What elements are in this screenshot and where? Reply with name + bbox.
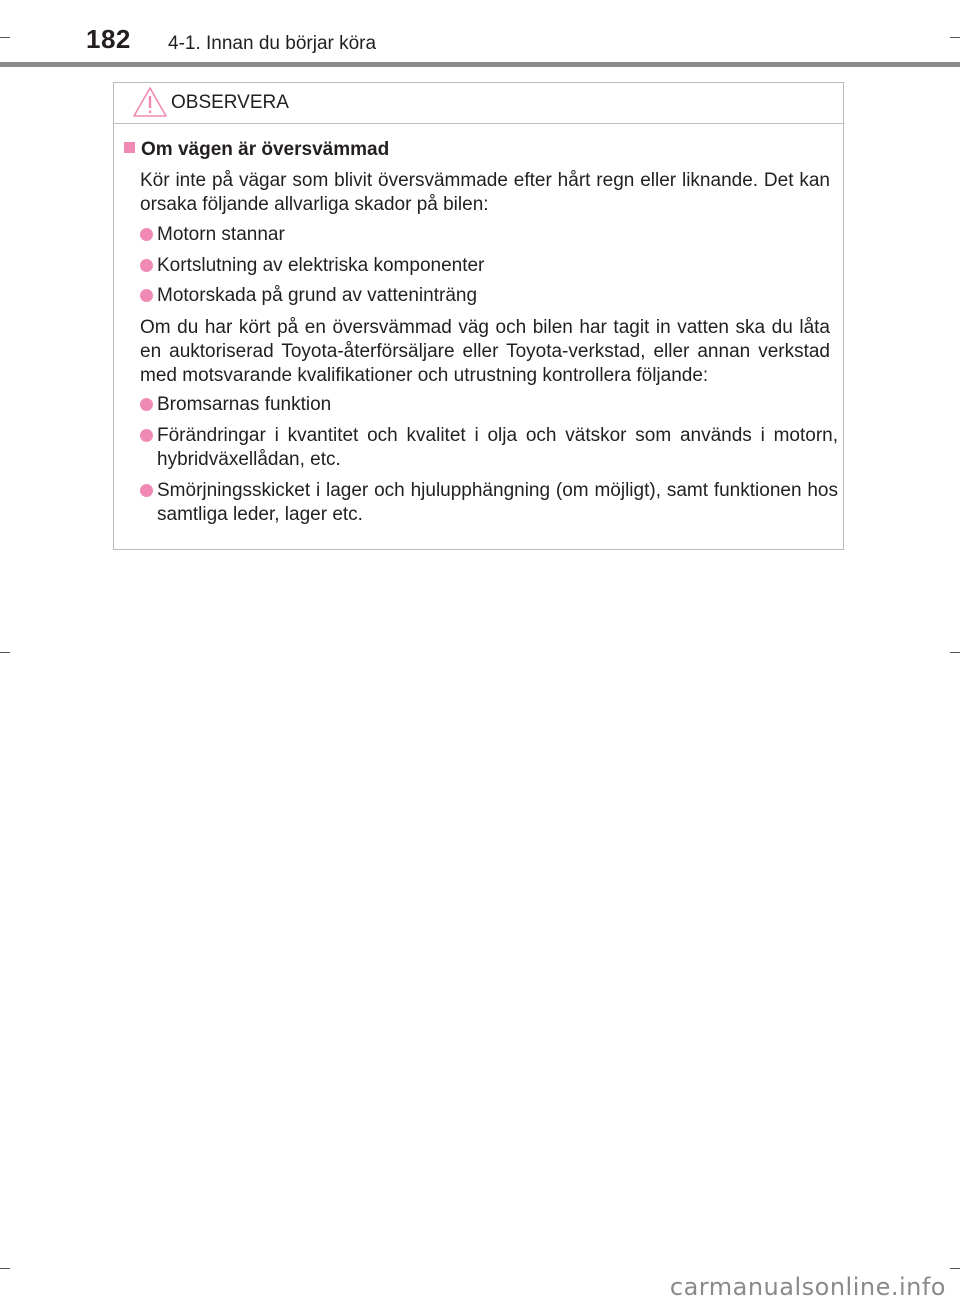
caution-label: OBSERVERA <box>171 92 289 113</box>
circle-bullet-icon <box>140 429 153 442</box>
crop-mark <box>950 37 960 38</box>
crop-mark <box>950 1268 960 1269</box>
watermark-logo: carmanualsonline.info <box>669 1273 946 1301</box>
circle-bullet-icon <box>140 228 153 241</box>
list-item <box>140 284 838 308</box>
caution-box <box>113 82 844 550</box>
list-item-text: Bromsarnas funktion <box>157 394 332 415</box>
crop-mark <box>0 1268 10 1269</box>
intro-paragraph: Kör inte på vägar som blivit översvämmade efter hårt regn eller liknande. Det kan orsaka följande allvarliga skador på bilen: <box>140 170 830 215</box>
list-item-text: Kortslutning av elektriska komponenter <box>157 255 485 276</box>
square-bullet-icon <box>124 142 135 153</box>
circle-bullet-icon <box>140 259 153 272</box>
page-number: 182 <box>86 24 131 54</box>
circle-bullet-icon <box>140 484 153 497</box>
section-title: 4-1. Innan du börjar köra <box>168 33 377 54</box>
crop-mark <box>0 37 10 38</box>
warning-triangle-icon <box>132 86 168 118</box>
crop-mark <box>950 652 960 653</box>
list-item-text: Förändringar i kvantitet och kvalitet i olja och vätskor som används i motorn, hybridväxellådan, etc. <box>157 425 838 470</box>
list-item-text: Motorn stannar <box>157 224 285 245</box>
check-intro-paragraph: Om du har kört på en översvämmad väg och bilen har tagit in vatten ska du låta en auktoriserad Toyota-återförsäljare eller Toyota-verkstad, eller annan verkstad med motsvarande kvalifikationer och utrustning kontrollera följande: <box>140 317 830 386</box>
list-item <box>140 254 838 278</box>
list-item <box>140 223 838 247</box>
list-item-text: Smörjningsskicket i lager och hjulupphängning (om möjligt), samt funktionen hos samtliga leder, lager etc. <box>157 480 838 525</box>
list-item <box>140 479 838 527</box>
crop-mark <box>0 652 10 653</box>
list-item <box>140 424 838 472</box>
circle-bullet-icon <box>140 289 153 302</box>
list-item <box>140 393 838 417</box>
caution-header <box>114 83 843 124</box>
caution-heading-text: Om vägen är översvämmad <box>141 139 390 160</box>
circle-bullet-icon <box>140 398 153 411</box>
header-rule <box>0 62 960 67</box>
list-item-text: Motorskada på grund av vatteninträng <box>157 285 478 306</box>
caution-heading <box>124 139 389 161</box>
